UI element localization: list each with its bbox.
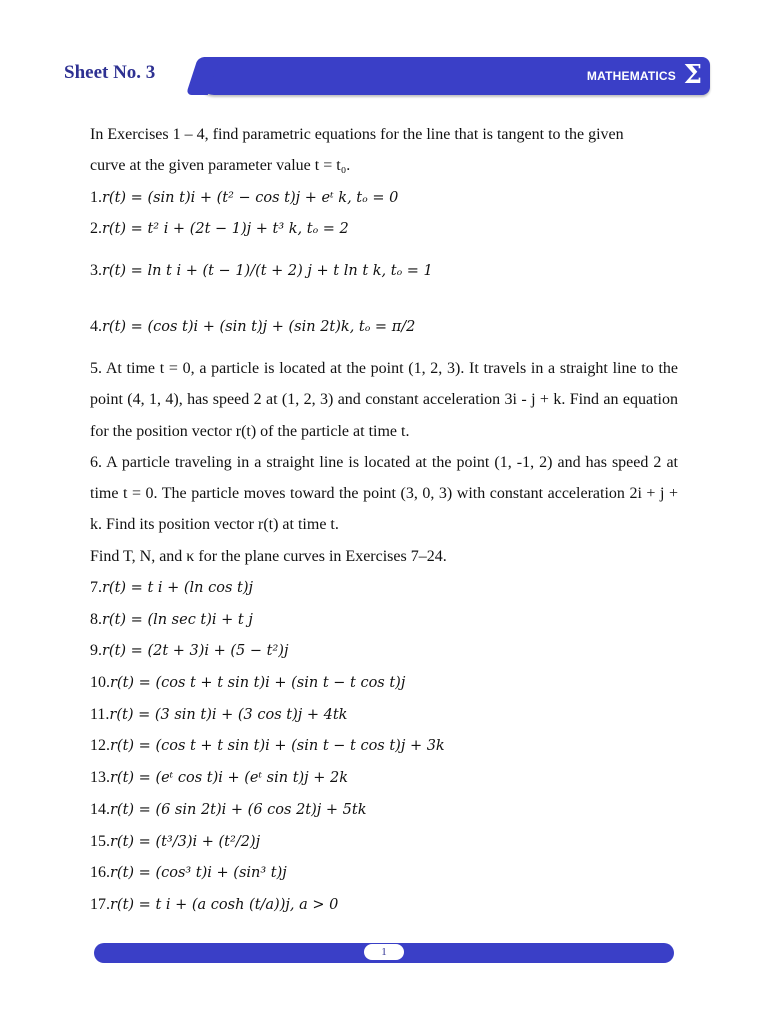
exercise-expression: r(t) = ln t i + (t − 1)/(t + 2) j + t ln t k, tₒ = 1 (102, 262, 433, 279)
exercise-expression: r(t) = (6 sin 2t)i + (6 cos 2t)j + 5tk (110, 801, 367, 818)
exercise-expression: r(t) = (cos³ t)i + (sin³ t)j (110, 865, 287, 882)
exercise-16 (90, 857, 678, 889)
intro-line-2: curve at the given parameter value t = t₀. (90, 157, 351, 175)
exercise-7 (90, 572, 678, 604)
exercise-14 (90, 794, 678, 826)
exercise-expression: r(t) = (3 sin t)i + (3 cos t)j + 4tk (109, 706, 348, 723)
exercise-3 (90, 245, 678, 297)
exercise-6: 6. A particle traveling in a straight line is located at the point (1, -1, 2) and has speed 2 at time t = 0. The particle moves toward the point (3, 0, 3) with constant acceleration 2i + j + k. Find its position vector r(t) at time t. (90, 453, 678, 534)
exercise-8 (90, 604, 678, 636)
exercise-number: 9. (90, 642, 102, 660)
exercise-9 (90, 635, 678, 667)
exercise-expression: r(t) = t² i + (2t − 1)j + t³ k, tₒ = 2 (102, 221, 349, 238)
exercise-number: 17. (90, 895, 110, 913)
exercise-number: 14. (90, 800, 110, 818)
exercise-13 (90, 762, 678, 794)
exercise-number: 2. (90, 220, 102, 238)
exercise-content (90, 119, 678, 921)
exercise-12 (90, 730, 678, 762)
exercise-expression: r(t) = (cos t + t sin t)i + (sin t − t cos t)j (110, 675, 406, 692)
exercise-number: 11. (90, 705, 110, 723)
exercise-expression: r(t) = (sin t)i + (t² − cos t)j + eᵗ k, tₒ = 0 (102, 189, 399, 206)
exercise-expression: r(t) = (cos t + t sin t)i + (sin t − t cos t)j + 3k (110, 738, 445, 755)
exercise-number: 13. (90, 769, 110, 787)
exercise-11 (90, 699, 678, 731)
exercise-1 (90, 182, 678, 214)
exercise-number: 7. (90, 579, 102, 597)
exercise-expression: r(t) = (eᵗ cos t)i + (eᵗ sin t)j + 2k (110, 770, 349, 787)
exercise-number: 4. (90, 317, 102, 335)
exercise-5: 5. At time t = 0, a particle is located at the point (1, 2, 3). It travels in a straight line to the point (4, 1, 4), has speed 2 at (1, 2, 3) and constant acceleration 3i - j + k. Find an equation for the position vector r(t) of the particle at time t. (90, 359, 678, 440)
exercise-expression: r(t) = (cos t)i + (sin t)j + (sin 2t)k, tₒ = π/2 (102, 318, 416, 335)
intro-text (90, 119, 678, 182)
exercise-expression: r(t) = (ln sec t)i + t j (102, 611, 253, 628)
intro-line-1: In Exercises 1 – 4, find parametric equations for the line that is tangent to the given (90, 126, 624, 143)
exercise-number: 8. (90, 610, 102, 628)
exercise-10 (90, 667, 678, 699)
exercise-15 (90, 826, 678, 858)
exercise-expression: r(t) = t i + (ln cos t)j (102, 580, 254, 597)
exercise-4 (90, 297, 678, 353)
subject-label: MATHEMATICS (586, 69, 676, 83)
exercise-expression: r(t) = (t³/3)i + (t²/2)j (110, 833, 261, 850)
exercise-17 (90, 889, 678, 921)
exercise-number: 1. (90, 188, 102, 206)
exercise-expression: r(t) = (2t + 3)i + (5 − t²)j (102, 643, 289, 660)
exercise-number: 10. (90, 674, 110, 692)
header-band (198, 57, 710, 95)
exercise-expression: r(t) = t i + (a cosh (t/a))j, a > 0 (110, 896, 339, 913)
sheet-title: Sheet No. 3 (64, 62, 156, 83)
exercise-number: 3. (90, 261, 102, 279)
exercise-number: 12. (90, 737, 110, 755)
exercise-number: 15. (90, 832, 110, 850)
exercise-2 (90, 213, 678, 245)
tnk-intro: Find T, N, and κ for the plane curves in Exercises 7–24. (90, 547, 447, 565)
exercise-number: 16. (90, 864, 110, 882)
sigma-icon: Σ (683, 60, 702, 90)
page-number: 1 (364, 944, 404, 960)
